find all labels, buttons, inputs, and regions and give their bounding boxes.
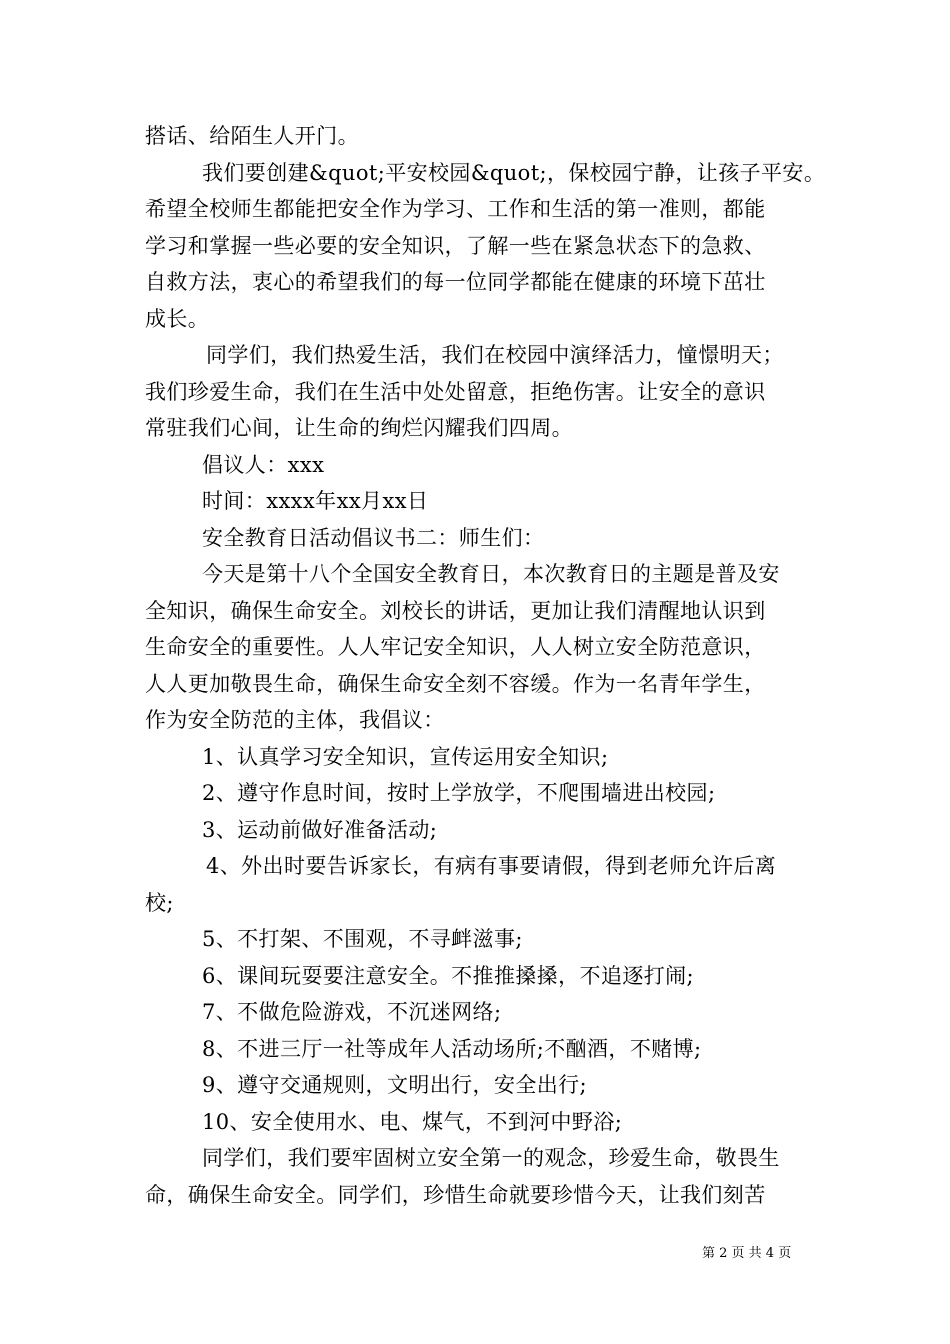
- list-item: 2、遵守作息时间，按时上学放学，不爬围墙进出校园;: [202, 781, 716, 805]
- text-line: 生命安全的重要性。人人牢记安全知识，人人树立安全防范意识，: [145, 635, 766, 659]
- text-line: 同学们，我们热爱生活，我们在校园中演绎活力，憧憬明天；: [206, 343, 784, 367]
- list-item: 8、不进三厅一社等成年人活动场所;不酗酒，不赌博;: [202, 1036, 702, 1061]
- list-item: 10、安全使用水、电、煤气，不到河中野浴;: [202, 1109, 623, 1134]
- text-line: 安全教育日活动倡议书二：师生们：: [202, 525, 545, 550]
- text-line: 希望全校师生都能把安全作为学习、工作和生活的第一准则，都能: [145, 197, 766, 221]
- page-number: 第 2 页 共 4 页: [702, 1246, 792, 1261]
- text-line: 倡议人：xxx: [202, 452, 325, 477]
- text-line: 我们要创建&quot;平安校园&quot;，保校园宁静，让孩子平安。: [202, 160, 826, 185]
- list-item: 9、遵守交通规则，文明出行，安全出行;: [202, 1073, 588, 1097]
- text-line: 自救方法，衷心的希望我们的每一位同学都能在健康的环境下茁壮: [145, 270, 766, 294]
- text-line: 成长。: [145, 306, 210, 331]
- list-item: 4、外出时要告诉家长，有病有事要请假，得到老师允许后离: [206, 854, 777, 878]
- text-line: 学习和掌握一些必要的安全知识，了解一些在紧急状态下的急救、: [145, 233, 766, 258]
- document-body: [145, 118, 826, 1213]
- text-line: 今天是第十八个全国安全教育日，本次教育日的主题是普及安: [202, 562, 780, 586]
- text-line: 校;: [145, 890, 174, 915]
- list-item: 3、运动前做好准备活动;: [202, 817, 438, 842]
- text-line: 全知识，确保生命安全。刘校长的讲话，更加让我们清醒地认识到: [145, 598, 766, 623]
- text-line: 作为安全防范的主体，我倡议：: [145, 708, 445, 732]
- list-item: 7、不做危险游戏，不沉迷网络;: [202, 1000, 502, 1024]
- text-line: 同学们，我们要牢固树立安全第一的观念，珍爱生命，敬畏生: [202, 1146, 780, 1170]
- text-line: 人人更加敬畏生命，确保生命安全刻不容缓。作为一名青年学生，: [145, 671, 766, 696]
- list-item: 5、不打架、不围观，不寻衅滋事;: [202, 927, 523, 951]
- text-line: 我们珍爱生命，我们在生活中处处留意，拒绝伤害。让安全的意识: [145, 379, 766, 404]
- text-line: 常驻我们心间，让生命的绚烂闪耀我们四周。: [145, 416, 573, 440]
- list-item: 6、课间玩耍要注意安全。不推推搡搡，不追逐打闹;: [202, 963, 695, 988]
- list-item: 1、认真学习安全知识，宣传运用安全知识;: [202, 744, 609, 769]
- text-line: 时间：xxxx年xx月xx日: [202, 489, 429, 513]
- text-line: 命，确保生命安全。同学们，珍惜生命就要珍惜今天，让我们刻苦: [145, 1182, 766, 1207]
- text-line: 搭话、给陌生人开门。: [145, 124, 359, 148]
